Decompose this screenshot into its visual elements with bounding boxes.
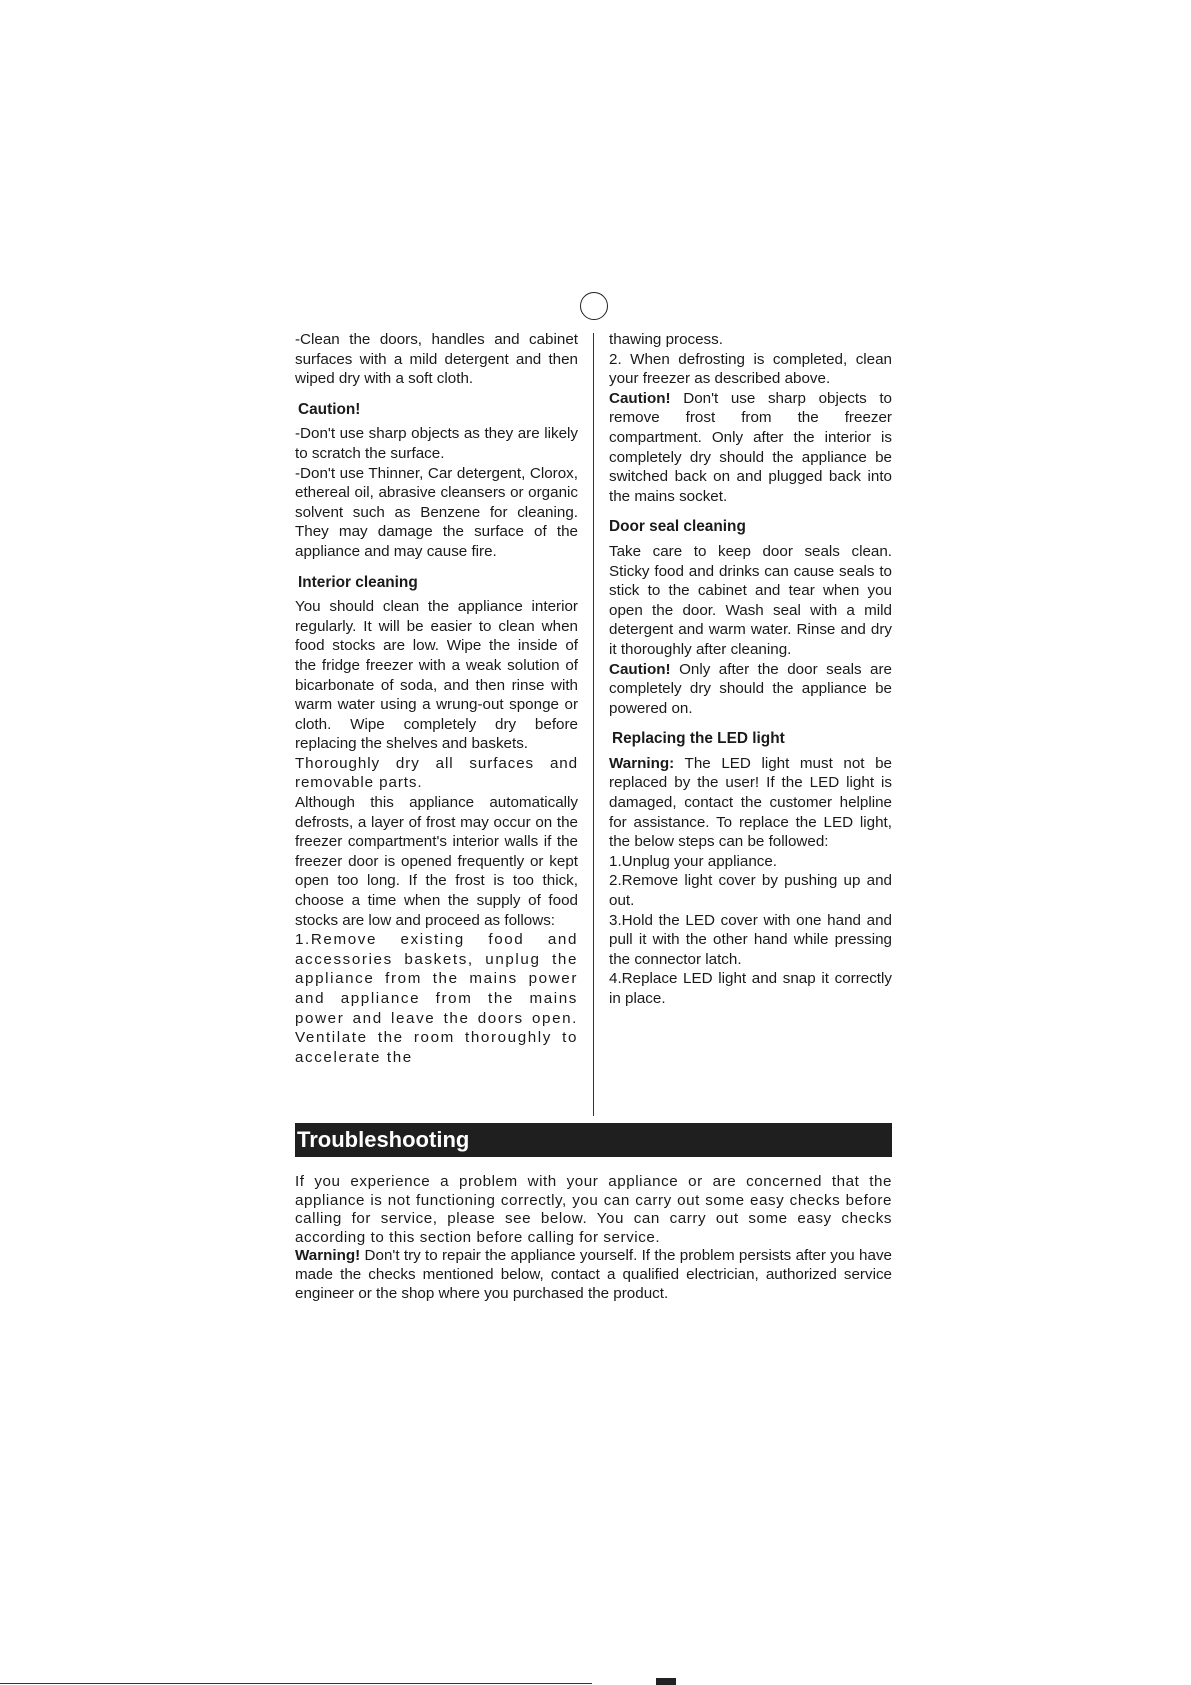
page-marker-circle (580, 292, 608, 320)
sharp-objects-text: -Don't use sharp objects as they are likely to scratch the surface. (295, 425, 578, 462)
warning-label-2: Warning! (295, 1247, 361, 1265)
defrost-complete-step: 2. When defrosting is completed, clean your freezer as described above. (609, 350, 892, 388)
solvents-warning-text: -Don't use Thinner, Car detergent, Clorox, ethereal oil, abrasive cleansers or organic solvent such as Benzene for cleaning. They may damage the surface of the appliance and may cause fire. (295, 464, 578, 560)
led-step-1: 1.Unplug your appliance. (609, 852, 778, 870)
troubleshooting-intro: If you experience a problem with your appliance or are concerned that the appliance is not functioning correctly, you can carry out some easy checks before calling for service, please see below. You can carry out some easy checks according to this section before calling for service. (295, 1173, 892, 1246)
defrost-text: Although this appliance automatically defrosts, a layer of frost may occur on the freezer compartment's interior walls if the freezer door is opened frequently or kept open too long. If the frost is too thick, choose a time when the supply of food stocks are low and proceed as follows: (295, 794, 578, 929)
column-divider (593, 333, 594, 1116)
page-number-fragment (656, 1678, 676, 1685)
dry-surfaces-text: Thoroughly dry all surfaces and removable parts. (295, 754, 578, 792)
troubleshooting-body (295, 1173, 892, 1303)
troubleshooting-warning: Warning! Don't try to repair the appliance yourself. If the problem persists after you have made the checks mentioned below, contact a qualified electrician, authorized service engineer or the shop where you purchased the product. (295, 1247, 892, 1302)
freezer-caution-text: Caution! Don't use sharp objects to remove frost from the freezer compartment. Only after the interior is completely dry should the appliance be switched back on and plugged back into the mains socket. (609, 389, 892, 505)
door-seal-text: Take care to keep door seals clean. Sticky food and drinks can cause seals to stick to the cabinet and tear when you open the door. Wash seal with a mild detergent and warm water. Rinse and dry it thoroughly after cleaning. (609, 542, 892, 658)
cabinet-cleaning-text: -Clean the doors, handles and cabinet surfaces with a mild detergent and then wiped dry with a soft cloth. (295, 331, 578, 388)
bottom-rule (0, 1683, 592, 1684)
troubleshooting-heading: Troubleshooting (295, 1123, 892, 1157)
led-step-4: 4.Replace LED light and snap it correctly in place. (609, 970, 892, 1007)
right-column (609, 330, 892, 1009)
interior-cleaning-heading: Interior cleaning (298, 573, 418, 591)
remove-food-step: 1.Remove existing food and accessories baskets, unplug the appliance from the mains power and appliance from the mains power and leave the doors open. Ventilate the room thoroughly to accelerate the (295, 931, 578, 1066)
door-seal-caution-text: Caution! Only after the door seals are completely dry should the appliance be powered on. (609, 660, 892, 717)
left-column (295, 330, 578, 1067)
warning-label: Warning: (609, 754, 675, 772)
led-step-3: 3.Hold the LED cover with one hand and pull it with the other hand while pressing the connector latch. (609, 911, 892, 968)
caution-heading: Caution! (298, 400, 361, 418)
caution-label-2: Caution! (609, 660, 671, 678)
door-seal-heading: Door seal cleaning (609, 518, 746, 536)
caution-label: Caution! (609, 389, 671, 407)
interior-cleaning-text: You should clean the appliance interior regularly. It will be easier to clean when food stocks are low. Wipe the inside of the fridge freezer with a weak solution of bicarbonate of soda, and then rinse with warm water using a wrung-out sponge or cloth. Wipe completely dry before replacing the shelves and baskets. (295, 598, 578, 753)
led-warning-text: Warning: The LED light must not be replaced by the user! If the LED light is damaged, contact the customer helpline for assistance. To replace the LED light, the below steps can be followed: (609, 754, 892, 851)
thawing-text: thawing process. (609, 331, 723, 348)
led-step-2: 2.Remove light cover by pushing up and out. (609, 872, 892, 910)
led-heading: Replacing the LED light (612, 730, 785, 748)
